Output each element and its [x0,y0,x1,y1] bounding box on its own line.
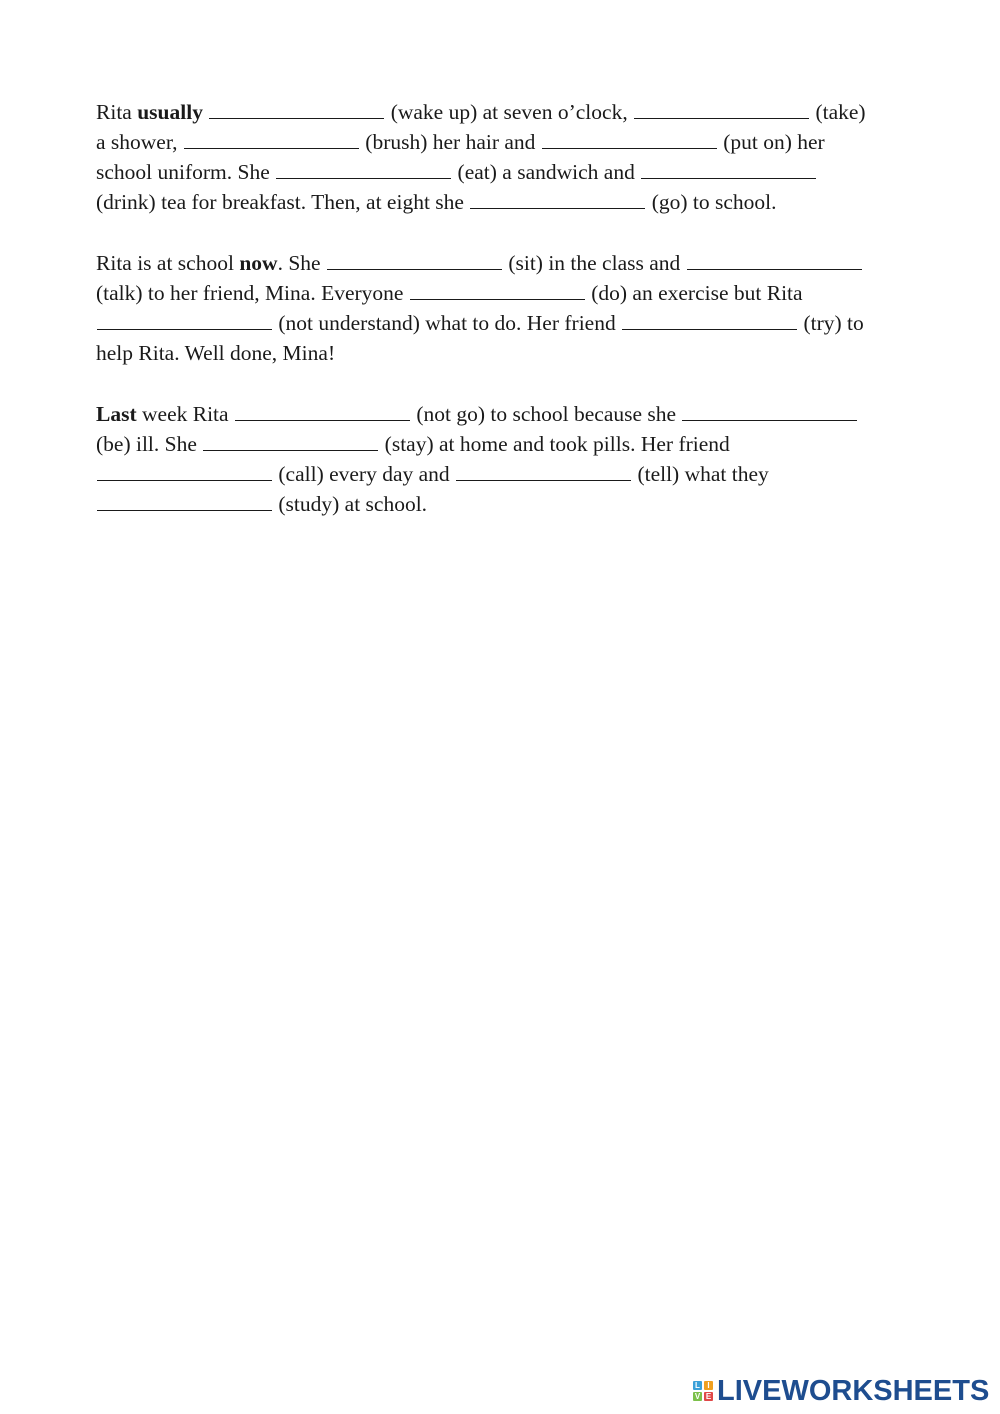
answer-blank[interactable] [184,130,359,149]
answer-blank[interactable] [456,462,631,481]
text: (drink) tea for breakfast. Then, at eight she [96,190,470,214]
text: (not understand) what to do. Her friend [273,311,622,335]
text: Rita is at school [96,251,240,275]
text: (be) ill. She [96,432,203,456]
answer-blank[interactable] [687,251,862,270]
text: (talk) to her friend, Mina. Everyone [96,281,409,305]
text: (not go) to school because she [410,402,682,426]
paragraph-1-line-2 [96,127,825,157]
answer-blank[interactable] [542,130,717,149]
keyword-last: Last [96,402,137,426]
text: week Rita [136,402,234,426]
text: (tell) what they [632,462,769,486]
text: a shower, [96,130,183,154]
text: (take) [810,100,866,124]
text: (sit) in the class and [502,251,686,275]
paragraph-1-line-1 [96,97,866,127]
text: help Rita. Well done, Mina! [96,341,336,365]
answer-blank[interactable] [410,281,585,300]
text: (eat) a sandwich and [452,160,641,184]
paragraph-2-line-2 [96,278,803,308]
answer-blank[interactable] [97,462,272,481]
text: Rita [96,100,138,124]
logo-letter: I [704,1381,713,1390]
text: (put on) her [717,130,825,154]
answer-blank[interactable] [470,190,645,209]
paragraph-1-line-4 [96,187,777,217]
text: (study) at school. [273,492,428,516]
keyword-now: now [239,251,278,275]
text: (wake up) at seven o’clock, [385,100,634,124]
answer-blank[interactable] [235,402,410,421]
logo-letter: L [693,1381,702,1390]
keyword-usually: usually [137,100,203,124]
text: (do) an exercise but Rita [585,281,803,305]
paragraph-2-line-3 [96,308,864,338]
paragraph-3-line-1 [96,399,858,429]
answer-blank[interactable] [641,160,816,179]
paragraph-2-line-4 [96,338,335,368]
paragraph-3-line-3 [96,459,769,489]
paragraph-1-line-3 [96,157,817,187]
answer-blank[interactable] [209,100,384,119]
text: school uniform. She [96,160,276,184]
answer-blank[interactable] [97,311,272,330]
text: (brush) her hair and [359,130,541,154]
answer-blank[interactable] [682,402,857,421]
logo-mark-icon [693,1381,713,1401]
answer-blank[interactable] [634,100,809,119]
answer-blank[interactable] [97,492,272,511]
logo-letter: V [694,1392,701,1401]
answer-blank[interactable] [276,160,451,179]
text: (call) every day and [273,462,456,486]
answer-blank[interactable] [327,251,502,270]
brand-name: LIVEWORKSHEETS [717,1374,990,1407]
text: (try) to [798,311,864,335]
paragraph-3-line-4 [96,489,427,519]
paragraph-2-line-1 [96,248,863,278]
answer-blank[interactable] [622,311,797,330]
text: (go) to school. [646,190,777,214]
logo-letter: E [705,1392,712,1401]
paragraph-3-line-2 [96,429,730,459]
text: (stay) at home and took pills. Her friend [379,432,730,456]
liveworksheets-logo [693,1376,989,1406]
answer-blank[interactable] [203,432,378,451]
text: . She [277,251,326,275]
